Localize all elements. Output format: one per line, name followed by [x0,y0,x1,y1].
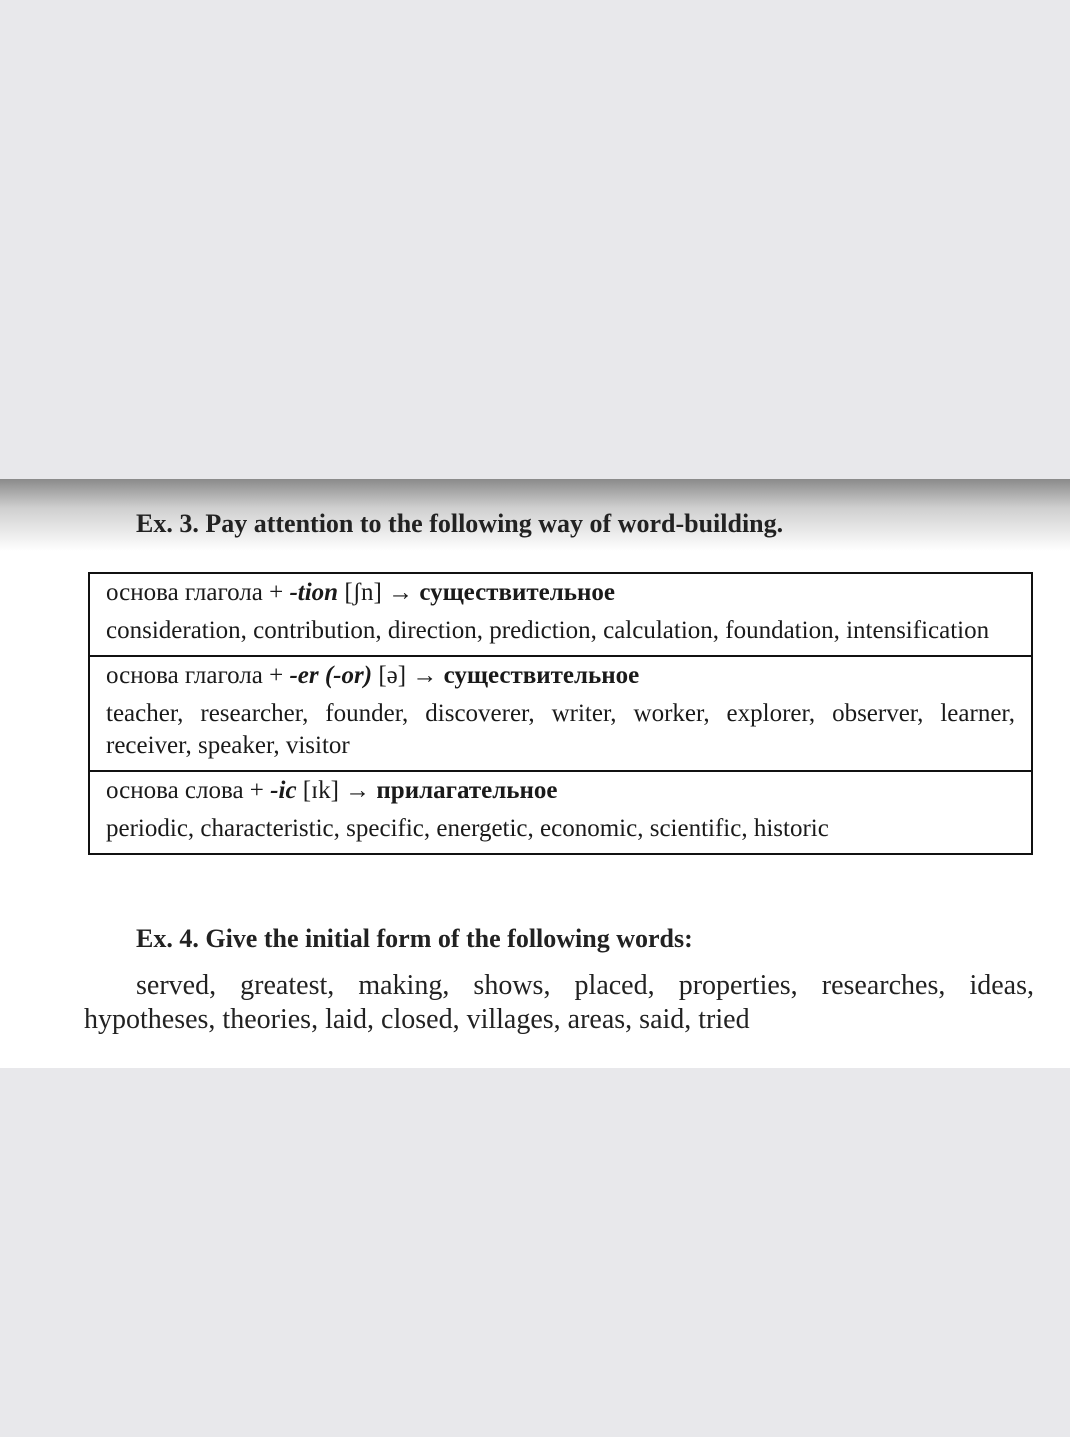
exercise-4-title: Ex. 4. Give the initial form of the following words: [136,924,693,953]
rule-examples: teacher, researcher, founder, discoverer, writer, worker, explorer, observer, learner, receiver, speaker, visitor [106,700,1015,759]
rule-formula [106,577,1015,609]
rule-formula [106,660,1015,692]
rule-suffix: -tion [289,579,339,606]
rule-base: основа слова + [106,777,271,804]
rule-examples: periodic, characteristic, specific, energetic, economic, scientific, historic [106,815,829,842]
rule-suffix: -er [289,662,319,689]
rule-ic [90,772,1031,853]
arrow-icon: → [345,777,371,804]
rule-transcription: [ɪk] [296,777,346,804]
rule-transcription: [ʃn] [338,579,389,606]
arrow-icon: → [388,579,414,606]
rule-base: основа глагола + [106,662,290,689]
rule-transcription: [ə] [372,662,413,689]
exercise-4-words: served, greatest, making, shows, placed, properties, researches, ideas, hypotheses, theories, laid, closed, villages, areas, said, tried [84,970,1034,1035]
rule-formula [106,775,1015,807]
exercise-3-title: Ex. 3. Pay attention to the following way of word-building. [136,509,784,538]
rule-suffix-alt: (-or) [318,662,373,689]
rule-result: существительное [413,579,615,606]
word-building-table [88,572,1033,855]
rule-suffix: -ic [270,777,297,804]
rule-er [90,657,1031,772]
rule-tion [90,574,1031,657]
rule-result: существительное [437,662,640,689]
rule-base: основа глагола + [106,579,290,606]
arrow-icon: → [412,662,438,689]
rule-examples: consideration, contribution, direction, prediction, calculation, foundation, intensification [106,617,990,644]
page-excerpt [0,479,1070,1068]
rule-result: прилагательное [370,777,558,804]
